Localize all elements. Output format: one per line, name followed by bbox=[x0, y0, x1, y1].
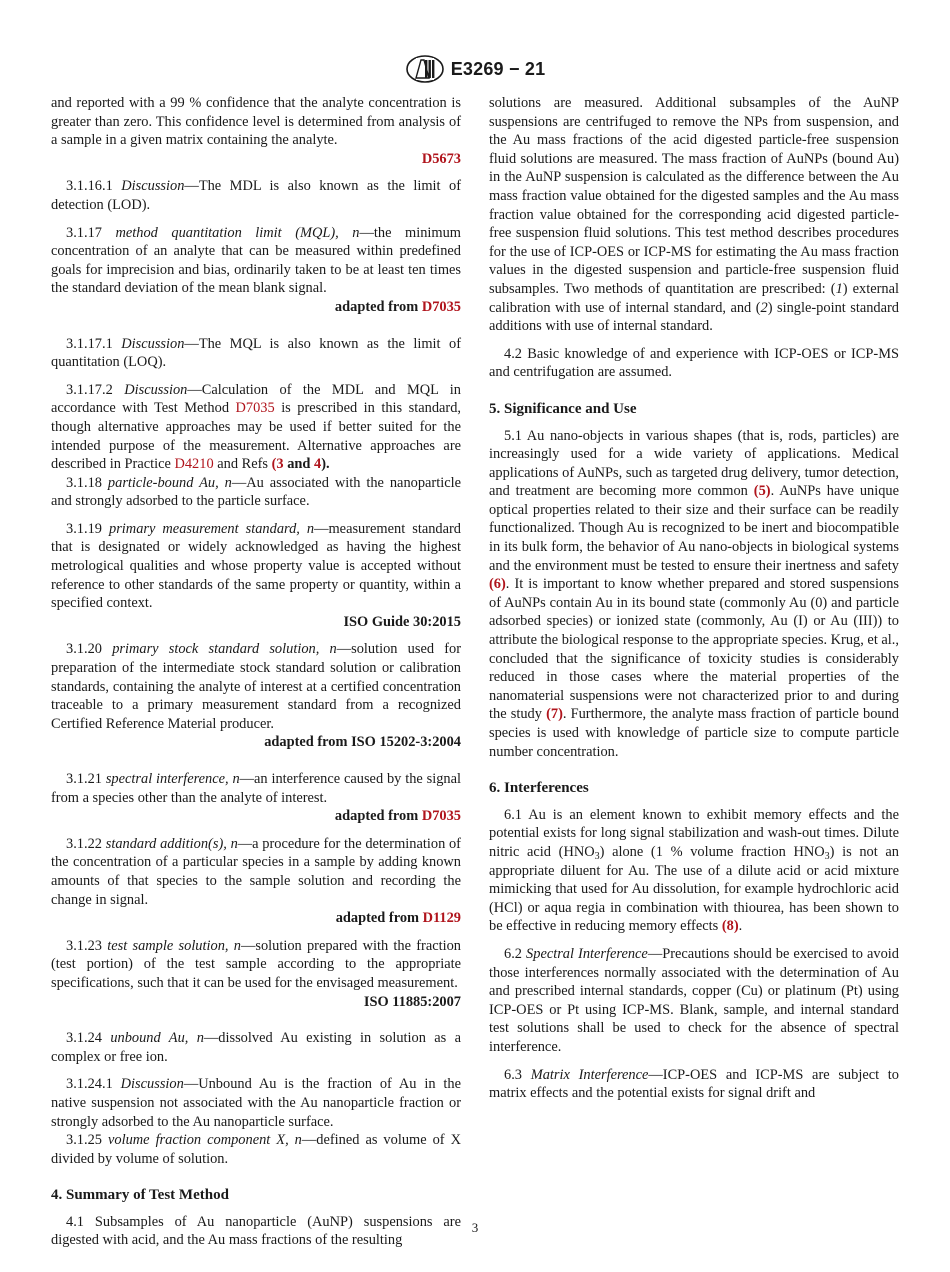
definition-3-1-25: 3.1.25 volume fraction component X, n—defined as volume of X divided by volume of solution. bbox=[51, 1132, 461, 1167]
section-heading-5: 5. Significance and Use bbox=[489, 400, 637, 417]
ref-link-d7035[interactable]: D7035 bbox=[235, 400, 275, 417]
definition-3-1-17: 3.1.17 method quantitation limit (MQL), n—the minimum concentration of an analyte that can be measured within predefined goals for imprecision and bias, ordinarily taken to be at least ten times the standard deviation of the mean blank signal. adapted from D7035 bbox=[51, 224, 461, 315]
paragraph-6-3: 6.3 Matrix Interference—ICP-OES and ICP-MS are subject to matrix effects and the potential exists for signal drift and bbox=[489, 1066, 899, 1102]
paragraph-3-1-16-1: 3.1.16.1 Discussion—The MDL is also known as the limit of detection (LOD). bbox=[51, 178, 461, 213]
definition-3-1-24: 3.1.24 unbound Au, n—dissolved Au existing in solution as a complex or free ion. bbox=[51, 1030, 461, 1065]
paragraph-4-1-continuation: solutions are measured. Additional subsamples of the AuNP suspensions are centrifuged to remove the NPs from suspension, and the Au mass fractions of the acid digested particle-free suspension fluid solutions are measured. The mass fraction of AuNPs (bound Au) in the AuNP suspension is calculated as the difference between the Au mass fraction value obtained for the digested samples and the Au mass fraction value obtained for the corresponding acid digested particle-free suspension fluid solutions. This test method describes procedures for the use of ICP-OES or ICP-MS for estimating the Au mass fraction values in the digested suspension and particle-free suspension fluid subsamples. Two methods of quantitation are prescribed: (1) external calibration with use of internal standard, and (2) single-point standard additions with use of internal standard. bbox=[489, 95, 900, 335]
section-heading-4: 4. Summary of Test Method bbox=[51, 1187, 229, 1204]
ref-link-3[interactable]: (3 bbox=[271, 456, 284, 473]
source-reference: adapted from ISO 15202-3:2004 bbox=[264, 734, 461, 751]
ref-link-d5673[interactable]: D5673 bbox=[421, 150, 461, 167]
astm-logo-icon bbox=[405, 54, 445, 84]
source-reference: adapted from D7035 bbox=[334, 808, 461, 825]
paragraph-5-1: 5.1 Au nano-objects in various shapes (that is, rods, particles) are increasingly used for a wide variety of applications. Medical applications of AuNPs, such as targeted drug delivery, tumor detection, and treatment are becoming more common (5). AuNPs have unique optical properties related to their size and their surface can be readily functionalized. Though Au is recognized to be inert and biocompatible in its bulk form, the behavior of Au nano-objects in biological systems and the environment must be tested to ensure their inertness and safety (6). It is important to know whether prepared and stored suspensions of AuNPs contain Au in its bound state (commonly Au (0) and particle adsorbed species) or ionized state (commonly, Au (I) or Au (III)) to attribute the biological response to the appropriate species. Krug, et al., concluded that the significance of toxicity studies is considerably reduced in those cases where the material properties of the nanomaterial suspensions were not characterized prior to and during the study (7). Furthermore, the analyte mass fraction of particle bound species is used with knowledge of particle size to compute particle number concentration. bbox=[489, 427, 899, 760]
paragraph-4-1: 4.1 Subsamples of Au nanoparticle (AuNP) suspensions are digested with acid, and the Au mass fractions of the resulting bbox=[51, 1213, 461, 1249]
ref-link-6[interactable]: (6) bbox=[489, 576, 506, 593]
ref-link-d4210[interactable]: D4210 bbox=[174, 456, 214, 473]
ref-link-4[interactable]: 4 bbox=[314, 456, 322, 473]
page-number: 3 bbox=[471, 1220, 479, 1235]
ref-link-8[interactable]: (8) bbox=[721, 918, 739, 935]
definition-3-1-20: 3.1.20 primary stock standard solution, n—solution used for preparation of the intermediate stock standard solution or calibration standards, containing the analyte of interest at a certified concentration traceable to a primary measurement standard from a recognized Certified Reference Material producer. adapted from ISO 15202-3:2004 bbox=[51, 641, 462, 751]
source-reference: adapted from D1129 bbox=[335, 910, 461, 927]
paragraph-3-1-17-2: 3.1.17.2 Discussion—Calculation of the MDL and MQL in accordance with Test Method D7035 is prescribed in this standard, though alternative approaches may be used if better suited for the intended purpose of the measurement. Alternative approaches are described in Practice D4210 and Refs (3 and 4). bbox=[51, 381, 461, 473]
definition-3-1-22: 3.1.22 standard addition(s), n—a procedure for the determination of the concentration of a particular species in a sample by adding known amounts of that species to the sample solution and recording the change in signal. bbox=[51, 835, 461, 908]
ref-link-d7035[interactable]: D7035 bbox=[421, 298, 461, 315]
document-designation: E3269 − 21 bbox=[450, 58, 546, 79]
definition-3-1-21: 3.1.21 spectral interference, n—an interference caused by the signal from a species other than the analyte of interest. bbox=[51, 771, 461, 806]
paragraph-continuation: and reported with a 99 % confidence that the analyte concentration is greater than zero. This confidence level is determined from analysis of a sample in a given matrix containing the analyte. bbox=[51, 95, 461, 149]
paragraph-3-1-17-1: 3.1.17.1 Discussion—The MQL is also known as the limit of quantitation (LOQ). bbox=[51, 335, 461, 371]
source-reference: ISO Guide 30:2015 bbox=[343, 613, 461, 630]
source-reference bbox=[51, 150, 461, 169]
right-column bbox=[489, 94, 899, 1112]
paragraph-6-2: 6.2 Spectral Interference—Precautions should be exercised to avoid those interferences normally associated with the determination of Au and prescribed internal standards, copper (Cu) or platinum (Pt) using ICP-OES or Pt using ICP-MS. Blank, sample, and internal standard test solutions shall be used to check for the absence of spectral interference. bbox=[489, 945, 899, 1055]
page-header bbox=[0, 52, 950, 86]
paragraph-3-1-24-1: 3.1.24.1 Discussion—Unbound Au is the fraction of Au in the native suspension not associated with the Au nanoparticle fraction or strongly adsorbed to the Au nanoparticle surface. bbox=[51, 1076, 461, 1130]
ref-link-5[interactable]: (5) bbox=[753, 483, 771, 500]
left-column bbox=[51, 94, 461, 1259]
definition-3-1-18: 3.1.18 particle-bound Au, n—Au associated with the nanoparticle and strongly adsorbed to the particle surface. bbox=[51, 474, 461, 510]
section-heading-6: 6. Interferences bbox=[489, 780, 589, 797]
definition-3-1-23: 3.1.23 test sample solution, n—solution prepared with the fraction (test portion) of the test sample according to the appropriate specifications, such that it can be used for the envisaged measurement. ISO 11885:2007 bbox=[51, 937, 461, 1010]
paragraph-6-1: 6.1 Au is an element known to exhibit memory effects and the potential exists for long signal stabilization and wash-out times. Dilute nitric acid $(HNO_3)$ alone (1 % volume fraction $HNO_3$) is not an appropriate diluent for Au. The use of a dilute acid or acid mixture mimicking that used for Au dissolution, for example hydrochloric acid (HCl) or aqua regia in combination with thiourea, has been shown to be effective in reducing memory effects (8). bbox=[489, 806, 899, 935]
ref-link-d1129[interactable]: D1129 bbox=[422, 910, 461, 927]
paragraph-4-2: 4.2 Basic knowledge of and experience with ICP-OES or ICP-MS and centrifugation are assumed. bbox=[489, 345, 899, 381]
ref-link-d7035[interactable]: D7035 bbox=[421, 808, 461, 825]
definition-3-1-19: 3.1.19 primary measurement standard, n—measurement standard that is designated or widely acknowledged as having the highest metrological qualities and whose property value is accepted without reference to other standards of the same property or quantity, within a specified context. bbox=[51, 520, 461, 612]
source-reference: ISO 11885:2007 bbox=[363, 993, 461, 1010]
source-reference: adapted from D7035 bbox=[334, 298, 461, 315]
ref-link-7[interactable]: (7) bbox=[546, 706, 563, 723]
